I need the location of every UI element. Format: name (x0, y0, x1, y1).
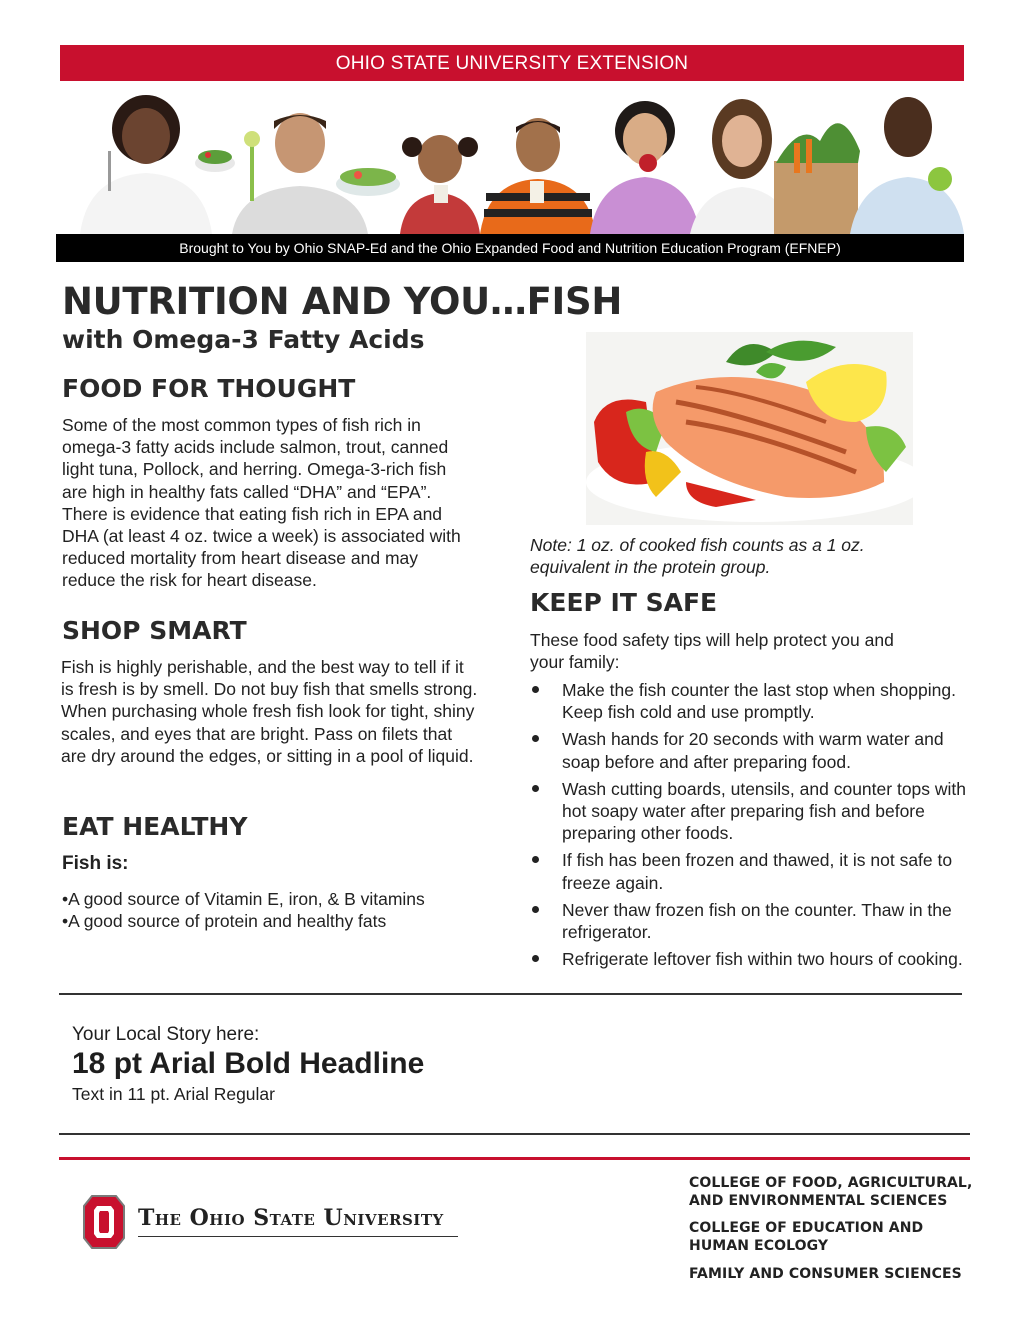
page-title: NUTRITION AND YOU…FISH (62, 280, 623, 323)
footer-divider (59, 1133, 970, 1135)
safety-tips-list (530, 679, 984, 975)
local-story-headline: 18 pt Arial Bold Headline (72, 1047, 425, 1080)
university-wordmark: The Ohio State University (138, 1205, 444, 1231)
list-item: •A good source of protein and healthy fats (62, 911, 387, 932)
keep-it-safe-heading: KEEP IT SAFE (530, 588, 718, 617)
program-credit-banner: Brought to You by Ohio SNAP-Ed and the Ohio Expanded Food and Nutrition Education Program (EFNEP) (56, 234, 964, 262)
page-subtitle: with Omega-3 Fatty Acids (62, 325, 425, 354)
block-o-icon (82, 1194, 126, 1250)
eat-healthy-list (62, 888, 482, 932)
local-story-text: Text in 11 pt. Arial Regular (72, 1084, 275, 1104)
protein-note: Note: 1 oz. of cooked fish counts as a 1 oz. equivalent in the protein group. (530, 535, 865, 578)
people-photo (60, 81, 964, 234)
list-item: •A good source of Vitamin E, iron, & B vitamins (62, 889, 425, 909)
block-o-logo (82, 1194, 126, 1250)
list-item: Make the fish counter the last stop when shopping. Keep fish cold and use promptly. (530, 679, 984, 723)
salmon-plate-image (586, 332, 913, 525)
footer-red-rule (59, 1157, 970, 1160)
wordmark-underline (138, 1236, 458, 1237)
shop-smart-heading: SHOP SMART (62, 616, 247, 645)
college-ehe-label: COLLEGE OF EDUCATION AND HUMAN ECOLOGY (689, 1220, 924, 1254)
food-for-thought-text: Some of the most common types of fish rich in omega-3 fatty acids include salmon, trout, canned light tuna, Pollock, and herring. Omega-3-rich fish are high in healthy fats called “DHA” and “EPA”. There is evidence that eating fish rich in EPA and DHA (at least 4 oz. twice a week) is associated with reduced mortality from heart disease and may reduce the risk for heart disease. (62, 415, 461, 591)
salad-bowl-icon (195, 150, 235, 172)
people-photo-strip (60, 81, 964, 234)
list-item: Wash cutting boards, utensils, and counter tops with hot soapy water after preparing fish and before preparing other foods. (530, 778, 984, 845)
shop-smart-text: Fish is highly perishable, and the best way to tell if it is fresh is by smell. Do not buy fish that smells strong. When purchasing whole fresh fish look for tight, shiny scales, and eyes that are bright. Pass on filets that are dry around the edges, or sitting in a pool of liquid. (61, 657, 478, 766)
list-item: Wash hands for 20 seconds with warm water and soap before and after preparing food. (530, 728, 984, 772)
eat-healthy-heading: EAT HEALTHY (62, 812, 248, 841)
local-story-label: Your Local Story here: (72, 1024, 260, 1045)
vegetable-bowl-icon (336, 168, 400, 196)
extension-banner: OHIO STATE UNIVERSITY EXTENSION (60, 45, 964, 81)
list-item: Never thaw frozen fish on the counter. Thaw in the refrigerator. (530, 899, 984, 943)
department-label: FAMILY AND CONSUMER SCIENCES (689, 1266, 962, 1282)
food-for-thought-heading: FOOD FOR THOUGHT (62, 374, 356, 403)
salmon-dish-photo (586, 332, 913, 525)
eat-healthy-lead: Fish is: (62, 853, 129, 874)
keep-it-safe-intro: These food safety tips will help protect you and your family: (530, 630, 894, 673)
college-fae-label: COLLEGE OF FOOD, AGRICULTURAL, AND ENVIRONMENTAL SCIENCES (689, 1175, 973, 1209)
list-item: Refrigerate leftover fish within two hours of cooking. (530, 948, 984, 970)
section-divider (59, 993, 962, 995)
list-item: If fish has been frozen and thawed, it is not safe to freeze again. (530, 849, 984, 893)
